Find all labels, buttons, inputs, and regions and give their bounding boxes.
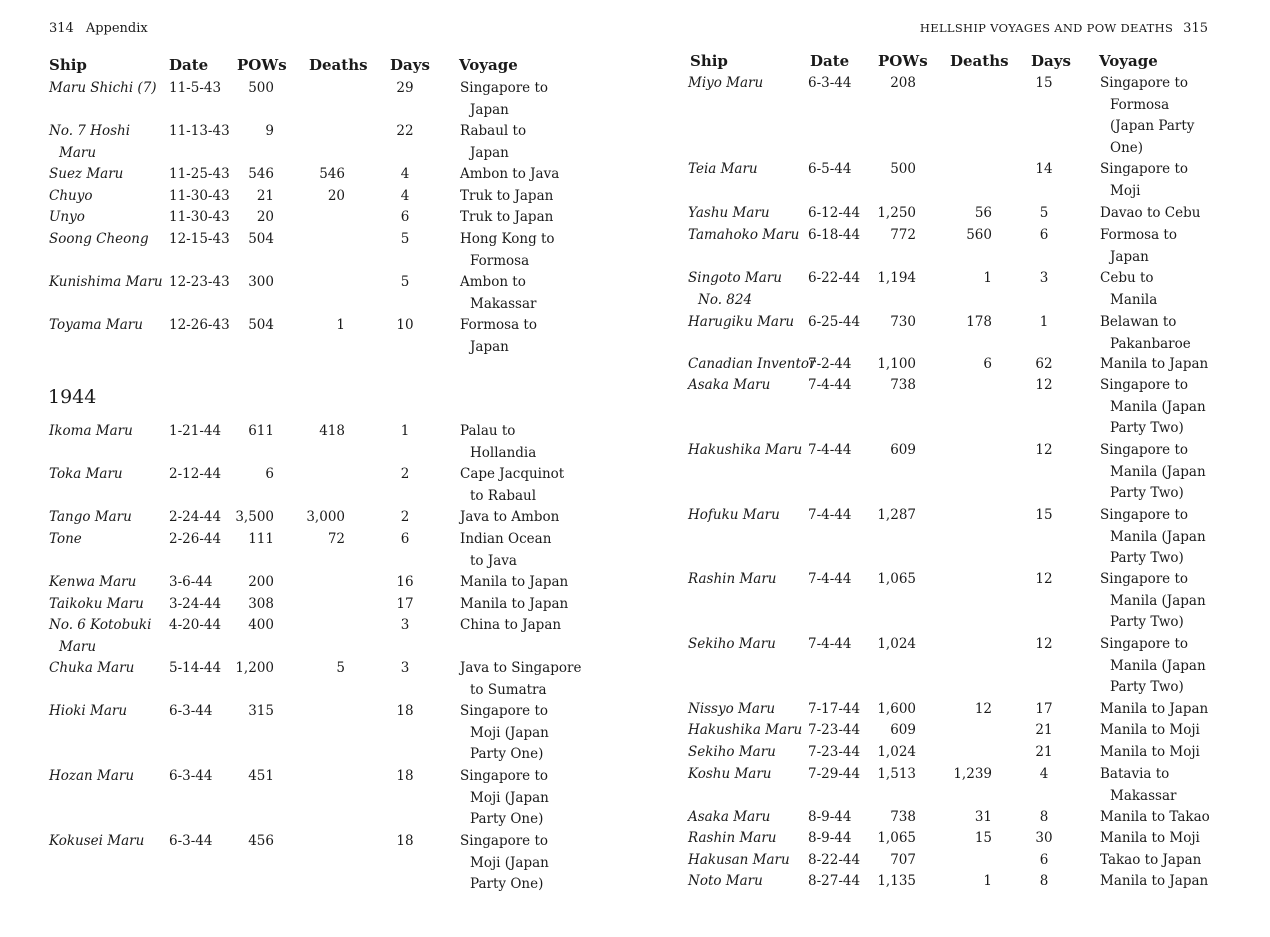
date-cell: 2-24-44 <box>169 509 222 525</box>
ship-name: Tango Maru <box>49 509 132 525</box>
days-cell: 62 <box>1035 356 1053 372</box>
ship-name: Hofuku Maru <box>688 507 780 523</box>
date-cell: 11-30-43 <box>169 209 230 225</box>
date-cell: 6-3-44 <box>169 703 213 719</box>
voyage-cell: Party Two) <box>1110 679 1184 696</box>
voyage-cell: Java to Ambon <box>460 509 560 525</box>
pows-cell: 609 <box>890 442 916 458</box>
voyage-cell: Singapore to <box>460 703 549 719</box>
pows-cell: 1,600 <box>877 701 916 717</box>
days-cell: 22 <box>396 123 414 139</box>
pows-cell: 21 <box>256 188 274 204</box>
voyage-cell: Party Two) <box>1110 614 1184 631</box>
days-cell: 12 <box>1035 377 1053 393</box>
deaths-cell: 1,239 <box>953 766 992 782</box>
voyage-cell: Japan <box>470 144 509 161</box>
ship-name: Tamahoko Maru <box>688 227 800 243</box>
ship-name: No. 824 <box>698 291 753 308</box>
voyage-cell: Moji (Japan <box>470 854 549 871</box>
days-cell: 10 <box>396 317 414 333</box>
date-cell: 6-18-44 <box>808 227 861 243</box>
voyage-cell: Hollandia <box>470 444 537 461</box>
ship-name: Hakushika Maru <box>688 442 803 458</box>
days-cell: 6 <box>1039 227 1049 243</box>
voyage-cell: Japan <box>470 101 509 118</box>
days-cell: 1 <box>400 423 410 439</box>
date-cell: 8-22-44 <box>808 852 861 868</box>
date-cell: 7-4-44 <box>808 442 852 458</box>
ship-name: Toyama Maru <box>49 317 143 333</box>
ship-name: No. 7 Hoshi <box>49 123 131 139</box>
date-cell: 8-27-44 <box>808 873 861 889</box>
voyage-cell: Makassar <box>470 295 537 312</box>
header-deaths: Deaths <box>950 52 1009 70</box>
voyage-cell: Singapore to <box>1100 377 1189 393</box>
days-cell: 21 <box>1035 722 1053 738</box>
date-cell: 7-23-44 <box>808 744 861 760</box>
voyage-cell: Manila to Japan <box>460 596 569 612</box>
date-cell: 7-4-44 <box>808 377 852 393</box>
pows-cell: 707 <box>890 852 916 868</box>
voyage-cell: Singapore to <box>1100 507 1189 523</box>
ship-name: Nissyo Maru <box>688 701 776 717</box>
voyage-cell: Singapore to <box>460 833 549 849</box>
days-cell: 30 <box>1035 830 1053 846</box>
date-cell: 11-30-43 <box>169 188 230 204</box>
pows-cell: 504 <box>248 317 274 333</box>
voyage-cell: Manila to Japan <box>1100 356 1209 372</box>
date-cell: 7-4-44 <box>808 507 852 523</box>
pows-cell: 300 <box>248 274 274 290</box>
days-cell: 5 <box>1039 205 1049 221</box>
voyage-cell: Manila (Japan <box>1110 463 1206 480</box>
ship-name: Kenwa Maru <box>49 574 137 590</box>
days-cell: 14 <box>1035 161 1053 177</box>
deaths-cell: 20 <box>327 188 345 204</box>
pows-cell: 611 <box>248 423 274 439</box>
page-number: 315 <box>1183 21 1208 36</box>
date-cell: 7-29-44 <box>808 766 861 782</box>
date-cell: 12-15-43 <box>169 231 230 247</box>
deaths-cell: 31 <box>974 809 992 825</box>
voyage-cell: Party One) <box>470 811 544 828</box>
voyage-cell: Formosa to <box>460 317 537 333</box>
date-cell: 12-26-43 <box>169 317 230 333</box>
voyage-cell: Belawan to <box>1100 314 1177 330</box>
days-cell: 6 <box>1039 852 1049 868</box>
date-cell: 7-4-44 <box>808 636 852 652</box>
days-cell: 6 <box>400 531 410 547</box>
date-cell: 11-13-43 <box>169 123 230 139</box>
days-cell: 12 <box>1035 571 1053 587</box>
date-cell: 6-5-44 <box>808 161 852 177</box>
pows-cell: 315 <box>248 703 274 719</box>
voyage-cell: Singapore to <box>1100 636 1189 652</box>
voyage-cell: Indian Ocean <box>460 531 552 547</box>
days-cell: 2 <box>400 509 410 525</box>
ship-name: Soong Cheong <box>49 231 149 247</box>
pows-cell: 1,024 <box>877 636 916 652</box>
ship-name: Hioki Maru <box>49 703 128 719</box>
days-cell: 18 <box>396 833 414 849</box>
ship-name: Teia Maru <box>688 161 758 177</box>
pows-cell: 200 <box>248 574 274 590</box>
days-cell: 4 <box>1039 766 1049 782</box>
days-cell: 17 <box>396 596 414 612</box>
pows-cell: 1,135 <box>877 873 916 889</box>
ship-name: Miyo Maru <box>688 75 764 91</box>
pows-cell: 20 <box>256 209 274 225</box>
ship-name: Rashin Maru <box>688 571 777 587</box>
days-cell: 8 <box>1039 809 1049 825</box>
pows-cell: 1,024 <box>877 744 916 760</box>
days-cell: 12 <box>1035 442 1053 458</box>
days-cell: 29 <box>396 80 414 96</box>
voyage-cell: Ambon to Java <box>460 166 560 182</box>
ship-name: Noto Maru <box>688 873 763 889</box>
days-cell: 17 <box>1035 701 1053 717</box>
date-cell: 11-5-43 <box>169 80 222 96</box>
header-days: Days <box>390 56 430 74</box>
date-cell: 5-14-44 <box>169 660 222 676</box>
voyage-cell: Party One) <box>470 876 544 893</box>
ship-name: Maru <box>59 638 97 655</box>
ship-name: Hakushika Maru <box>688 722 803 738</box>
left-running-head <box>49 21 148 36</box>
deaths-cell: 6 <box>983 356 992 372</box>
ship-name: Kokusei Maru <box>49 833 145 849</box>
deaths-cell: 3,000 <box>306 509 345 525</box>
date-cell: 6-3-44 <box>169 768 213 784</box>
voyage-cell: Rabaul to <box>460 123 527 139</box>
pows-cell: 546 <box>248 166 274 182</box>
deaths-cell: 72 <box>327 531 345 547</box>
pows-cell: 1,100 <box>877 356 916 372</box>
running-head-title: Appendix <box>85 21 148 36</box>
voyage-cell: Manila to Moji <box>1100 744 1200 760</box>
deaths-cell: 1 <box>983 873 992 889</box>
voyage-cell: Japan <box>470 338 509 355</box>
voyage-cell: Takao to Japan <box>1100 852 1202 868</box>
ship-name: Yashu Maru <box>688 205 770 221</box>
ship-name: Chuyo <box>49 188 93 204</box>
voyage-cell: Manila (Japan <box>1110 528 1206 545</box>
voyage-cell: Pakanbaroe <box>1110 335 1191 352</box>
deaths-cell: 5 <box>336 660 345 676</box>
ship-name: Maru <box>59 144 97 161</box>
deaths-cell: 1 <box>983 270 992 286</box>
deaths-cell: 418 <box>319 423 345 439</box>
pows-cell: 9 <box>265 123 274 139</box>
days-cell: 3 <box>400 660 410 676</box>
pows-cell: 500 <box>890 161 916 177</box>
days-cell: 15 <box>1035 507 1053 523</box>
ship-name: Koshu Maru <box>688 766 772 782</box>
pows-cell: 738 <box>890 809 916 825</box>
date-cell: 7-23-44 <box>808 722 861 738</box>
date-cell: 3-6-44 <box>169 574 213 590</box>
voyage-cell: Moji (Japan <box>470 789 549 806</box>
days-cell: 18 <box>396 768 414 784</box>
voyage-cell: China to Japan <box>460 617 562 633</box>
days-cell: 21 <box>1035 744 1053 760</box>
date-cell: 6-12-44 <box>808 205 861 221</box>
voyage-cell: to Sumatra <box>470 681 547 698</box>
days-cell: 16 <box>396 574 414 590</box>
date-cell: 4-20-44 <box>169 617 222 633</box>
header-date: Date <box>169 56 209 74</box>
ship-name: Hakusan Maru <box>688 852 790 868</box>
voyage-cell: Manila to Moji <box>1100 722 1200 738</box>
header-pows: POWs <box>237 56 287 74</box>
ship-name: Taikoku Maru <box>49 596 144 612</box>
header-ship: Ship <box>690 52 728 70</box>
voyage-cell: Ambon to <box>460 274 526 290</box>
voyage-cell: Manila to Japan <box>1100 701 1209 717</box>
voyage-cell: Manila (Japan <box>1110 657 1206 674</box>
ship-name: Hozan Maru <box>49 768 135 784</box>
date-cell: 2-12-44 <box>169 466 222 482</box>
voyage-cell: Palau to <box>460 423 516 439</box>
ship-name: Harugiku Maru <box>688 314 795 330</box>
days-cell: 6 <box>400 209 410 225</box>
deaths-cell: 12 <box>974 701 992 717</box>
voyage-cell: Cape Jacquinot <box>460 466 565 482</box>
voyage-cell: Party Two) <box>1110 420 1184 437</box>
header-date: Date <box>810 52 850 70</box>
voyage-cell: Formosa to <box>1100 227 1177 243</box>
voyage-cell: to Rabaul <box>470 487 537 504</box>
ship-name: Maru Shichi (7) <box>49 80 157 96</box>
ship-name: Suez Maru <box>49 166 124 182</box>
pows-cell: 451 <box>248 768 274 784</box>
pows-cell: 400 <box>248 617 274 633</box>
days-cell: 5 <box>400 231 410 247</box>
pows-cell: 738 <box>890 377 916 393</box>
days-cell: 4 <box>400 188 410 204</box>
header-deaths: Deaths <box>309 56 368 74</box>
pows-cell: 1,287 <box>877 507 916 523</box>
date-cell: 7-17-44 <box>808 701 861 717</box>
voyage-cell: Hong Kong to <box>460 231 555 247</box>
voyage-cell: One) <box>1110 139 1144 156</box>
voyage-cell: Party Two) <box>1110 550 1184 567</box>
voyage-cell: Cebu to <box>1100 270 1154 286</box>
voyage-cell: Manila to Japan <box>460 574 569 590</box>
pows-cell: 308 <box>248 596 274 612</box>
ship-name: Asaka Maru <box>688 809 771 825</box>
voyage-cell: Truk to Japan <box>460 209 554 225</box>
deaths-cell: 1 <box>336 317 345 333</box>
date-cell: 7-2-44 <box>808 356 852 372</box>
year-heading: 1944 <box>48 386 97 408</box>
date-cell: 7-4-44 <box>808 571 852 587</box>
header-voyage: Voyage <box>459 56 518 74</box>
ship-name: Singoto Maru <box>688 270 782 286</box>
right-page <box>635 0 1270 937</box>
date-cell: 2-26-44 <box>169 531 222 547</box>
header-pows: POWs <box>878 52 928 70</box>
date-cell: 8-9-44 <box>808 809 852 825</box>
deaths-cell: 15 <box>974 830 992 846</box>
voyage-cell: Party Two) <box>1110 485 1184 502</box>
voyage-cell: Singapore to <box>460 80 549 96</box>
voyage-cell: Singapore to <box>1100 161 1189 177</box>
ship-name: Rashin Maru <box>688 830 777 846</box>
deaths-cell: 560 <box>966 227 992 243</box>
voyage-cell: Davao to Cebu <box>1100 205 1201 221</box>
voyage-cell: Singapore to <box>1100 75 1189 91</box>
voyage-cell: Batavia to <box>1100 766 1170 782</box>
voyage-cell: Moji <box>1110 182 1141 199</box>
voyage-cell: Makassar <box>1110 787 1177 804</box>
header-days: Days <box>1031 52 1071 70</box>
date-cell: 6-22-44 <box>808 270 861 286</box>
voyage-cell: Manila <box>1110 291 1158 308</box>
pows-cell: 208 <box>890 75 916 91</box>
pows-cell: 730 <box>890 314 916 330</box>
ship-name: No. 6 Kotobuki <box>49 617 152 633</box>
voyage-cell: Singapore to <box>460 768 549 784</box>
days-cell: 15 <box>1035 75 1053 91</box>
days-cell: 1 <box>1039 314 1049 330</box>
pows-cell: 609 <box>890 722 916 738</box>
ship-name: Sekiho Maru <box>688 744 776 760</box>
voyage-cell: Java to Singapore <box>460 660 582 676</box>
ship-name: Chuka Maru <box>49 660 135 676</box>
pows-cell: 504 <box>248 231 274 247</box>
header-voyage: Voyage <box>1099 52 1158 70</box>
voyage-cell: Manila to Japan <box>1100 873 1209 889</box>
pows-cell: 456 <box>248 833 274 849</box>
pows-cell: 111 <box>248 531 274 547</box>
date-cell: 6-3-44 <box>169 833 213 849</box>
page-number: 314 <box>49 21 74 36</box>
voyage-cell: Japan <box>1110 248 1149 265</box>
ship-name: Kunishima Maru <box>49 274 163 290</box>
days-cell: 3 <box>1039 270 1049 286</box>
table-header <box>690 52 1158 70</box>
pows-cell: 772 <box>890 227 916 243</box>
pows-cell: 1,250 <box>877 205 916 221</box>
voyage-cell: to Java <box>470 552 517 569</box>
pows-cell: 1,065 <box>877 571 916 587</box>
ship-name: Canadian Inventor <box>688 356 816 372</box>
voyage-cell: Manila (Japan <box>1110 592 1206 609</box>
date-cell: 8-9-44 <box>808 830 852 846</box>
days-cell: 5 <box>400 274 410 290</box>
voyage-cell: Singapore to <box>1100 442 1189 458</box>
date-cell: 12-23-43 <box>169 274 230 290</box>
ship-name: Sekiho Maru <box>688 636 776 652</box>
pows-cell: 6 <box>265 466 274 482</box>
voyage-cell: Formosa <box>470 252 530 269</box>
days-cell: 12 <box>1035 636 1053 652</box>
running-head-title: HELLSHIP VOYAGES AND POW DEATHS <box>919 21 1174 35</box>
ship-name: Toka Maru <box>49 466 123 482</box>
ship-name: Asaka Maru <box>688 377 771 393</box>
days-cell: 3 <box>400 617 410 633</box>
ship-name: Ikoma Maru <box>49 423 133 439</box>
voyage-cell: Moji (Japan <box>470 724 549 741</box>
pows-cell: 500 <box>248 80 274 96</box>
days-cell: 4 <box>400 166 410 182</box>
days-cell: 18 <box>396 703 414 719</box>
voyage-cell: Formosa <box>1110 96 1170 113</box>
date-cell: 3-24-44 <box>169 596 222 612</box>
deaths-cell: 56 <box>974 205 992 221</box>
voyage-cell: (Japan Party <box>1110 118 1195 135</box>
days-cell: 2 <box>400 466 410 482</box>
ship-name: Unyo <box>49 209 85 225</box>
ship-name: Tone <box>49 531 82 547</box>
pows-cell: 1,194 <box>877 270 916 286</box>
pows-cell: 3,500 <box>235 509 274 525</box>
voyage-cell: Manila (Japan <box>1110 398 1206 415</box>
deaths-cell: 178 <box>966 314 992 330</box>
pows-cell: 1,200 <box>235 660 274 676</box>
date-cell: 11-25-43 <box>169 166 230 182</box>
date-cell: 6-3-44 <box>808 75 852 91</box>
pows-cell: 1,065 <box>877 830 916 846</box>
voyage-cell: Singapore to <box>1100 571 1189 587</box>
voyage-cell: Manila to Takao <box>1100 809 1210 825</box>
voyage-cell: Truk to Japan <box>460 188 554 204</box>
deaths-cell: 546 <box>319 166 345 182</box>
date-cell: 6-25-44 <box>808 314 861 330</box>
pows-cell: 1,513 <box>877 766 916 782</box>
days-cell: 8 <box>1039 873 1049 889</box>
voyage-cell: Manila to Moji <box>1100 830 1200 846</box>
date-cell: 1-21-44 <box>169 423 222 439</box>
table-header <box>49 56 518 74</box>
right-running-head <box>920 21 1208 36</box>
voyage-cell: Party One) <box>470 746 544 763</box>
header-ship: Ship <box>49 56 87 74</box>
